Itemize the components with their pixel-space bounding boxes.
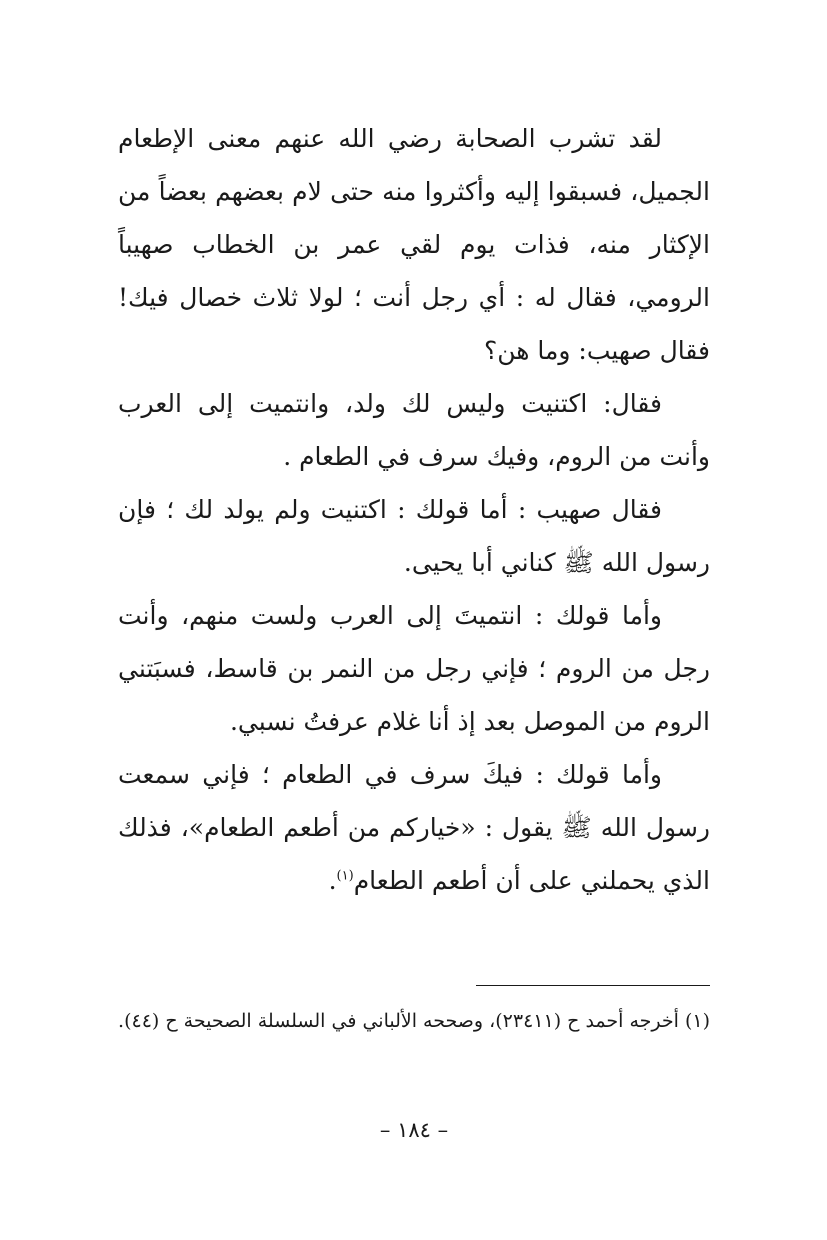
paragraph-text: فقال: اكتنيت وليس لك ولد، وانتميت إلى العرب وأنت من الروم، وفيك سرف في الطعام . <box>118 389 710 471</box>
paragraph-2 <box>118 377 710 483</box>
paragraph-3 <box>118 483 710 589</box>
paragraph-text: فقال صهيب : أما قولك : اكتنيت ولم يولد لك ؛ فإن رسول الله ﷺ كناني أبا يحيى. <box>118 495 710 577</box>
paragraph-5 <box>118 748 710 907</box>
footnote-reference[interactable]: (١) <box>336 868 354 884</box>
paragraph-text: وأما قولك : انتميتَ إلى العرب ولست منهم، وأنت رجل من الروم ؛ فإني رجل من النمر بن قاسط، فسبَتني الروم من الموصل بعد إذ أنا غلام عرفتُ نسبي. <box>118 601 710 736</box>
footnote-1: (١) أخرجه أحمد ح (٢٣٤١١)، وصححه الألباني في السلسلة الصحيحة ح (٤٤). <box>118 1010 710 1032</box>
footnote-divider <box>476 985 710 986</box>
paragraph-4 <box>118 589 710 748</box>
paragraph-text: وأما قولك : فيكَ سرف في الطعام ؛ فإني سمعت رسول الله ﷺ يقول : «خياركم من أطعم الطعام»، فذلك الذي يحملني على أن أطعم الطعام <box>118 760 710 895</box>
paragraph-tail: . <box>328 866 337 895</box>
paragraph-text: لقد تشرب الصحابة رضي الله عنهم معنى الإطعام الجميل، فسبقوا إليه وأكثروا منه حتى لام بعضهم بعضاً من الإكثار منه، فذات يوم لقي عمر بن الخطاب صهيباً الرومي، فقال له : أي رجل أنت ؛ لولا ثلاث خصال فيك! فقال صهيب: وما هن؟ <box>118 124 710 365</box>
paragraph-1 <box>118 112 710 377</box>
main-text <box>118 112 710 907</box>
page-number: – ١٨٤ – <box>379 1118 449 1142</box>
book-page <box>118 112 710 1162</box>
footnotes-section <box>118 1004 710 1038</box>
